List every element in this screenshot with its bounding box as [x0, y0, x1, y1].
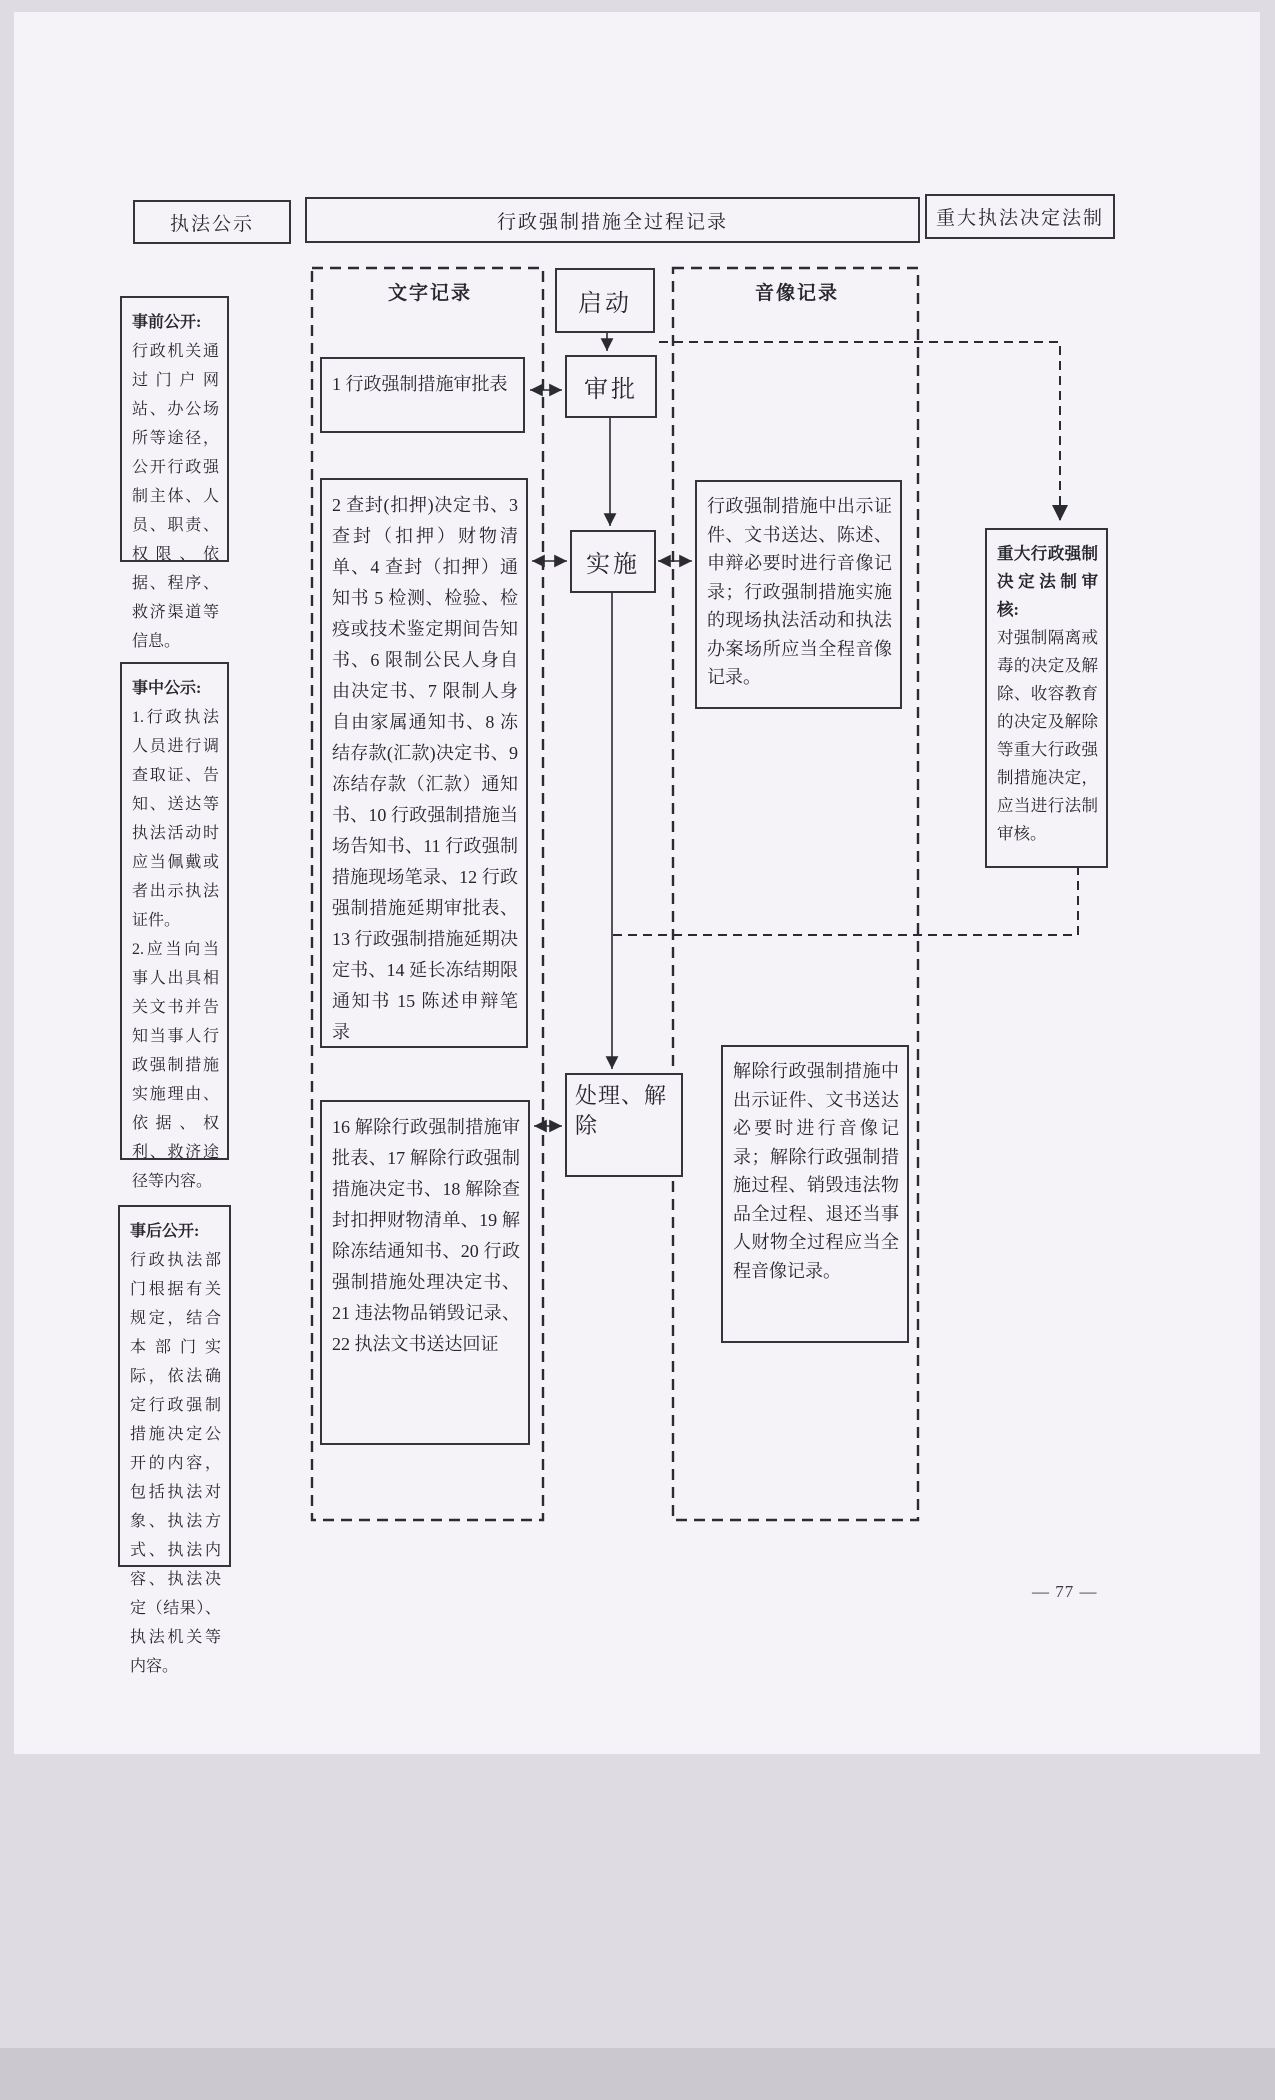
text-record-column-label: 文字记录	[388, 283, 473, 304]
flow-node-implement	[570, 530, 656, 593]
during-disclosure-item2: 2.应当向当事人出具相关文书并告知当事人行政强制措施实施理由、依据、权利、救济途径等内容。	[132, 941, 219, 1190]
flow-node-implement-label: 实施	[586, 552, 640, 578]
flow-node-approval-label: 审批	[584, 377, 638, 403]
header-major-decision-legal	[925, 194, 1115, 239]
audio-record-release-box	[721, 1045, 909, 1343]
audio-record-during: 行政强制措施中出示证件、文书送达、陈述、申辩必要时进行音像记录；行政强制措施实施的现场执法活动和执法办案场所应当全程音像记录。	[707, 496, 892, 687]
pre-disclosure-title: 事前公开:	[132, 314, 202, 331]
flow-node-start-label: 启动	[578, 291, 632, 317]
flow-node-approval	[565, 355, 657, 418]
flow-node-start	[555, 268, 655, 333]
header-enforcement-publicity	[133, 200, 291, 244]
legal-review-title: 重大行政强制决定法制审核:	[997, 544, 1098, 619]
text-record-step1-box	[320, 357, 525, 433]
text-record-steps2-15: 2 查封(扣押)决定书、3 查封（扣押）财物清单、4 查封（扣押）通知书 5 检测、检验、检疫或技术鉴定期间告知书、6 限制公民人身自由决定书、7 限制人身自由家属通知书、8 冻结存款(汇款)决定书、9 冻结存款（汇款）通知书、10 行政强制措施当场告知书、11 行政强制措施现场笔录、12 行政强制措施延期审批表、13 行政强制措施延期决定书、14 延长冻结期限通知书 15 陈述申辩笔录	[332, 495, 518, 1042]
text-record-step1: 1 行政强制措施审批表	[332, 374, 508, 394]
post-disclosure-title: 事后公开:	[130, 1223, 200, 1240]
text-record-steps16-22: 16 解除行政强制措施审批表、17 解除行政强制措施决定书、18 解除查封扣押财物清单、19 解除冻结通知书、20 行政强制措施处理决定书、21 违法物品销毁记录、22 执法文书送达回证	[332, 1117, 520, 1354]
legal-review-box	[985, 528, 1108, 868]
post-disclosure-body: 行政执法部门根据有关规定，结合本部门实际，依法确定行政强制措施决定公开的内容，包括执法对象、执法方式、执法内容、执法决定（结果）、执法机关等内容。	[130, 1252, 221, 1675]
audio-record-column-label: 音像记录	[755, 283, 840, 304]
header-major-decision-legal-label: 重大执法决定法制	[935, 208, 1104, 229]
header-enforcement-publicity-label: 执法公示	[169, 213, 254, 235]
flow-node-dispose-label: 处理、解除	[575, 1083, 668, 1138]
legal-review-body: 对强制隔离戒毒的决定及解除、收容教育的决定及解除等重大行政强制措施决定，应当进行法制审核。	[997, 628, 1098, 843]
flow-node-dispose	[565, 1073, 683, 1177]
audio-record-release: 解除行政强制措施中出示证件、文书送达必要时进行音像记录；解除行政强制措施过程、销毁违法物品全过程、退还当事人财物全过程应当全程音像记录。	[733, 1061, 899, 1281]
text-record-steps2-15-box	[320, 478, 528, 1048]
header-full-process-record-label: 行政强制措施全过程记录	[496, 211, 728, 233]
pre-disclosure-box	[120, 296, 229, 650]
text-record-steps16-22-box	[320, 1100, 530, 1445]
page-number: — 77 —	[1032, 1582, 1098, 1601]
during-disclosure-title: 事中公示:	[132, 680, 202, 697]
header-full-process-record	[305, 197, 920, 243]
post-disclosure-box	[118, 1205, 231, 1675]
pre-disclosure-body: 行政机关通过门户网站、办公场所等途径，公开行政强制主体、人员、职责、权限、依据、程序、救济渠道等信息。	[132, 343, 219, 650]
during-disclosure-box	[120, 662, 229, 1190]
during-disclosure-item1: 1.行政执法人员进行调查取证、告知、送达等执法活动时应当佩戴或者出示执法证件。	[132, 709, 219, 929]
audio-record-during-box	[695, 480, 902, 709]
